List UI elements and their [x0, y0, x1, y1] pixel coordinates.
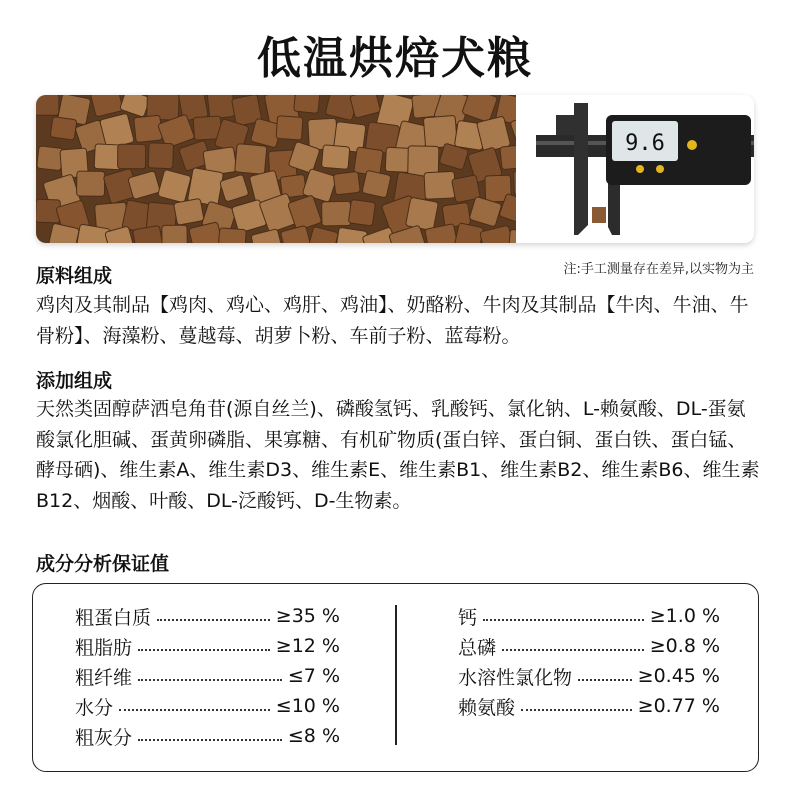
section-title-analysis: 成分分析保证值	[36, 553, 170, 575]
leader-dots	[138, 679, 282, 681]
leader-dots	[483, 619, 644, 621]
analysis-row	[75, 691, 340, 721]
analysis-value: ≥0.77 %	[637, 695, 720, 717]
kibble-piece	[348, 199, 375, 226]
leader-dots	[119, 709, 270, 711]
analysis-row	[75, 601, 340, 631]
analysis-row	[458, 661, 720, 691]
analysis-label: 粗灰分	[75, 726, 133, 749]
caliper-photo	[516, 95, 754, 243]
kibble-piece	[406, 197, 439, 231]
analysis-value: ≥12 %	[275, 635, 340, 657]
leader-dots	[157, 619, 270, 621]
caliper-reading: 9.6	[625, 131, 665, 156]
leader-dots	[502, 649, 644, 651]
kibble-piece	[218, 228, 246, 243]
analysis-label: 总磷	[458, 636, 497, 659]
analysis-row	[458, 631, 720, 661]
analysis-value: ≥35 %	[275, 605, 340, 627]
kibble-piece	[134, 115, 163, 142]
kibble-piece	[37, 146, 64, 171]
kibble-piece	[174, 198, 205, 225]
analysis-label: 水溶性氯化物	[458, 666, 573, 689]
product-banner	[36, 95, 754, 243]
analysis-label: 粗蛋白质	[75, 606, 152, 629]
kibble-piece	[294, 95, 321, 113]
analysis-row	[75, 661, 340, 691]
kibble-piece	[148, 143, 173, 169]
kibble-piece	[500, 144, 516, 169]
additives-text: 天然类固醇萨洒皂角苷(源自丝兰)、磷酸氢钙、乳酸钙、氯化钠、L-赖氨酸、DL-蛋氨酸氯化胆碱、蛋黄卵磷脂、果寡糖、有机矿物质(蛋白锌、蛋白铜、蛋白铁、蛋白锰、酵母硒)、维生素A、维生素D3、维生素E、维生素B1、维生素B2、维生素B6、维生素B12、烟酸、叶酸、DL-泛酸钙、D-生物素。	[36, 398, 760, 512]
analysis-value: ≤7 %	[287, 665, 340, 687]
page-title: 低温烘焙犬粮	[257, 33, 533, 84]
analysis-label: 粗纤维	[75, 666, 133, 689]
analysis-row	[458, 691, 720, 721]
section-title-additives: 添加组成	[36, 370, 113, 392]
leader-dots	[138, 649, 270, 651]
kibble-piece	[50, 117, 77, 141]
kibble-piece	[207, 95, 235, 119]
analysis-row	[75, 721, 340, 751]
kibble-piece	[333, 171, 360, 195]
kibble-piece	[322, 201, 351, 226]
leader-dots	[578, 679, 632, 681]
analysis-row	[75, 631, 340, 661]
analysis-value: ≤8 %	[287, 725, 340, 747]
leader-dots	[138, 739, 282, 741]
kibble-piece	[162, 225, 187, 243]
analysis-value: ≥1.0 %	[649, 605, 720, 627]
kibble-piece	[77, 171, 105, 196]
section-title-raw: 原料组成	[36, 265, 113, 287]
analysis-value: ≥0.45 %	[637, 665, 720, 687]
kibble-piece	[423, 115, 457, 148]
leader-dots	[521, 709, 632, 711]
kibble-piece	[118, 144, 146, 169]
kibble-piece	[235, 144, 267, 175]
kibble-piece	[321, 145, 349, 170]
kibble-piece	[424, 171, 455, 199]
kibble-piece	[276, 116, 303, 140]
analysis-label: 钙	[458, 606, 478, 629]
kibble-photo	[36, 95, 516, 243]
analysis-label: 粗脂肪	[75, 636, 133, 659]
measurement-note: 注:手工测量存在差异,以实物为主	[563, 262, 754, 277]
kibble-piece	[362, 170, 391, 198]
analysis-label: 水分	[75, 696, 114, 719]
analysis-divider	[395, 605, 397, 745]
kibble-piece	[36, 95, 59, 115]
analysis-row	[458, 601, 720, 631]
analysis-value: ≥0.8 %	[649, 635, 720, 657]
analysis-value: ≤10 %	[275, 695, 340, 717]
raw-ingredients-text: 鸡肉及其制品【鸡肉、鸡心、鸡肝、鸡油】、奶酪粉、牛肉及其制品【牛肉、牛油、牛骨粉】、海藻粉、蔓越莓、胡萝卜粉、车前子粉、蓝莓粉。	[36, 294, 749, 347]
analysis-label: 赖氨酸	[458, 696, 516, 719]
